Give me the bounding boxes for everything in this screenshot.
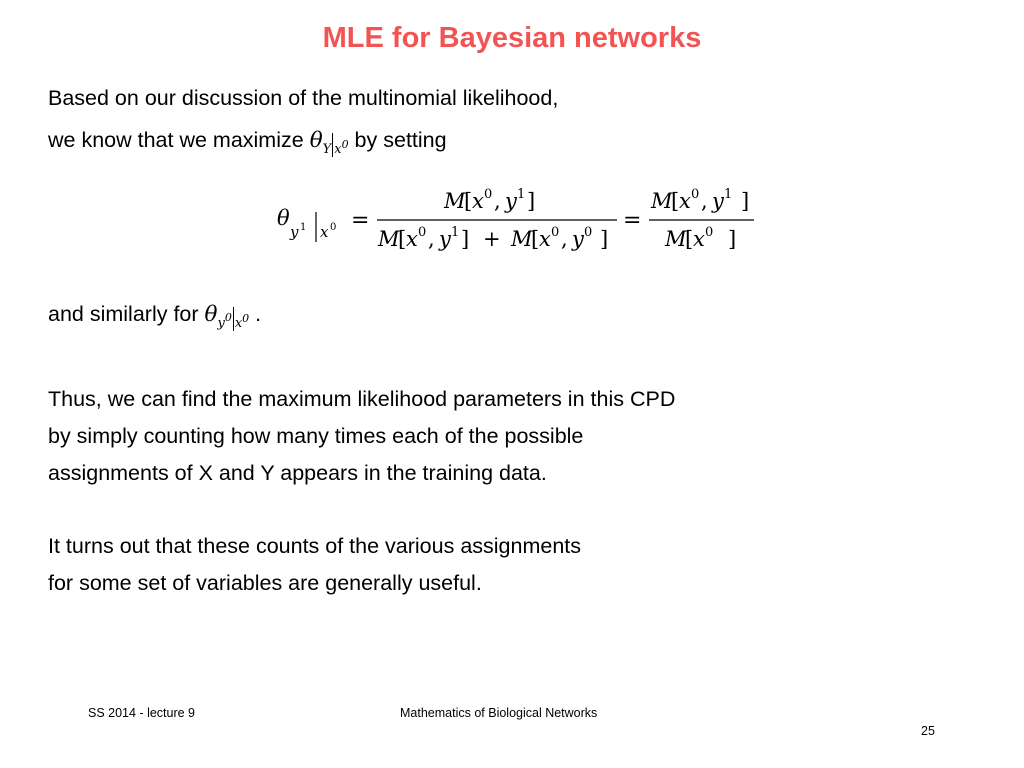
equals-2: = (623, 208, 642, 233)
superscript-0-a: 0 (224, 311, 232, 324)
frac1-den-open2: [ (531, 227, 540, 251)
frac2-num-comma: , (701, 189, 708, 213)
frac1-den-close2: ] (600, 227, 609, 251)
line3-prefix: and similarly for (48, 302, 205, 326)
frac2-den-M: M (665, 227, 687, 251)
lhs-sub-x: x (320, 223, 329, 241)
frac1-den-x1: x (406, 227, 418, 251)
superscript-0-b: 0 (242, 312, 250, 325)
frac1-num-open: [ (464, 189, 473, 213)
para3-line-2: for some set of variables are generally useful. (48, 571, 482, 595)
para2-line-3: assignments of X and Y appears in the training data. (48, 461, 547, 485)
frac2-num-y-sup: 1 (724, 187, 733, 202)
body-line-2 (48, 128, 447, 157)
frac1-num-x-sup: 0 (484, 187, 493, 202)
frac1-den-M2: M (511, 227, 533, 251)
para2-line-2: by simply counting how many times each of the possible (48, 424, 584, 448)
frac2-den-x-sup: 0 (705, 225, 714, 240)
frac1-den-comma2: , (561, 227, 568, 251)
line3-suffix: . (249, 302, 262, 326)
equals-1: = (351, 208, 370, 233)
frac1-den-comma1: , (428, 227, 435, 251)
subscript-Y: Y (322, 142, 332, 157)
frac1-den-y2: y (572, 227, 584, 251)
frac1-den-x2: x (539, 227, 551, 251)
frac1-num-comma: , (494, 189, 501, 213)
footer-course: SS 2014 - lecture 9 (88, 706, 196, 720)
frac1-den-x1-sup: 0 (418, 225, 427, 240)
lhs-sub-y: y (290, 223, 299, 241)
lhs-sub-x-sup: 0 (330, 222, 337, 233)
frac1-den-x2-sup: 0 (551, 225, 560, 240)
subscript-x-2: x (234, 316, 243, 331)
body-line-3 (48, 302, 262, 331)
conditional-bar-2 (233, 307, 234, 331)
frac2-num-x-sup: 0 (691, 187, 700, 202)
line2-prefix: we know that we maximize (48, 128, 310, 152)
line2-suffix: by setting (348, 128, 447, 152)
frac1-num-close: ] (527, 189, 536, 213)
frac1-num-x: x (472, 189, 484, 213)
frac2-num-M: M (651, 189, 673, 213)
lhs-sub-y-sup: 1 (300, 222, 307, 233)
frac1-den-plus: + (483, 227, 501, 251)
theta-y0-given-x0-expression (204, 302, 250, 331)
para3-line-1: It turns out that these counts of the various assignments (48, 534, 582, 558)
theta-y-given-x0-expression (309, 128, 349, 157)
frac2-num-close: ] (741, 189, 750, 213)
theta-symbol: θ (309, 128, 323, 153)
frac1-num-y: y (505, 189, 517, 213)
subscript-y: y (217, 316, 225, 331)
frac1-den-y2-sup: 0 (584, 225, 593, 240)
frac2-num-x: x (679, 189, 691, 213)
frac1-den-open1: [ (398, 227, 407, 251)
lhs-theta: θ (277, 206, 290, 230)
frac1-den-y1: y (439, 227, 451, 251)
subscript-x: x (334, 142, 342, 157)
frac2-num-y: y (712, 189, 724, 213)
theta-symbol-2: θ (204, 302, 218, 327)
slide-title: MLE for Bayesian networks (322, 22, 702, 54)
frac2-num-open: [ (671, 189, 680, 213)
superscript-0: 0 (341, 138, 349, 151)
frac2-den-x: x (693, 227, 705, 251)
frac1-den-close1: ] (461, 227, 470, 251)
body-line-1: Based on our discussion of the multinomial likelihood, (48, 86, 559, 110)
frac1-den-y1-sup: 1 (451, 225, 460, 240)
frac1-num-y-sup: 1 (517, 187, 526, 202)
footer-title: Mathematics of Biological Networks (400, 706, 598, 720)
frac2-den-close: ] (728, 227, 737, 251)
para2-line-1: Thus, we can find the maximum likelihood parameters in this CPD (48, 387, 676, 411)
frac2-den-open: [ (685, 227, 694, 251)
page-number: 25 (921, 724, 935, 738)
frac1-den-M1: M (378, 227, 400, 251)
frac1-num-M: M (444, 189, 466, 213)
mle-equation (0, 180, 1024, 260)
